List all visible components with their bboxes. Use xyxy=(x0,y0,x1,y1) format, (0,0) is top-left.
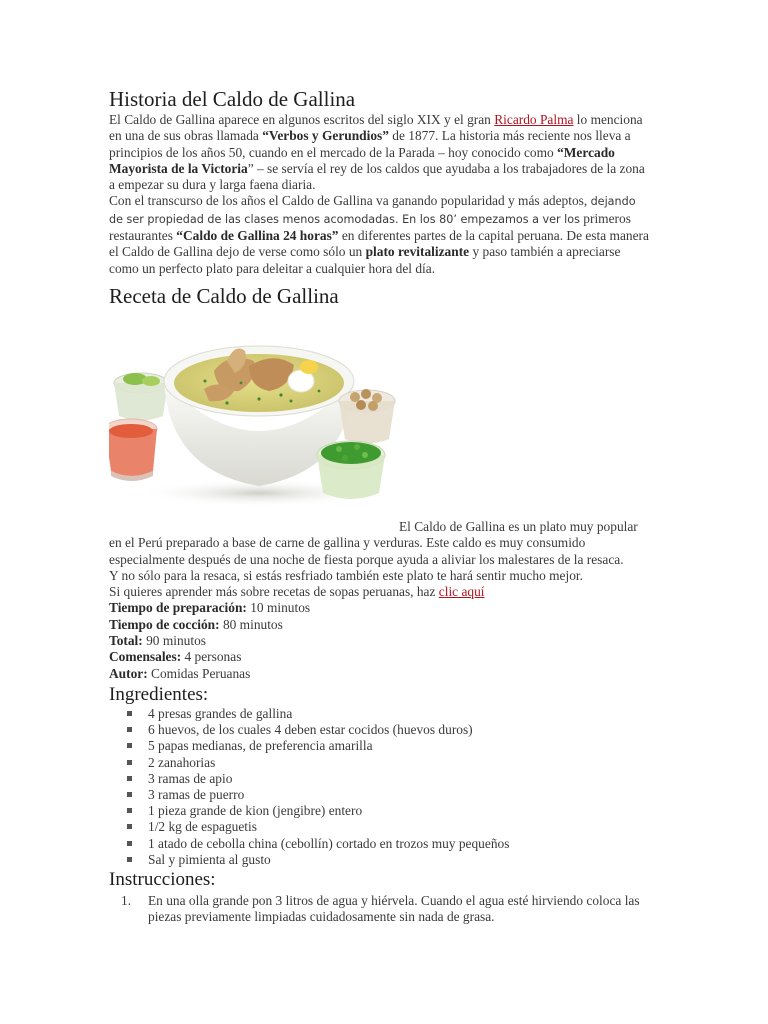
ingredient-text: 5 papas medianas, de preferencia amarilla xyxy=(148,738,373,754)
cebollin-glass xyxy=(317,441,385,499)
history-paragraph-2 xyxy=(109,193,649,276)
instructions-list xyxy=(121,893,649,926)
recipe-intro xyxy=(109,519,649,568)
list-item xyxy=(127,787,649,803)
meta-prep-time xyxy=(109,600,649,616)
square-bullet-icon xyxy=(127,792,132,797)
ingredients-title: Ingredientes: xyxy=(109,683,209,705)
caldo-de-gallina-photo xyxy=(109,321,399,511)
plato-revitalizante-bold: plato revitalizante xyxy=(365,244,470,260)
clic-aqui-link[interactable]: clic aquí xyxy=(438,584,485,600)
meta-cook-time xyxy=(109,617,649,633)
recipe-title: Receta de Caldo de Gallina xyxy=(109,283,339,308)
step-text: En una olla grande pon 3 litros de agua y hiérvela. Cuando el agua esté hirviendo coloca las piezas previamente limpiadas cuidadosamente sin nada de grasa. xyxy=(148,892,640,925)
history-paragraph-1 xyxy=(109,112,649,193)
history-title: Historia del Caldo de Gallina xyxy=(109,87,356,111)
history-p1-text-3: de 1877. La historia más reciente nos lleva a principios de los años 50, cuando en el mercado de la Parada – hoy conocido como xyxy=(109,128,631,160)
list-item xyxy=(127,803,649,819)
more-recipes-paragraph xyxy=(109,584,649,600)
square-bullet-icon xyxy=(127,711,132,716)
meta-value: 90 minutos xyxy=(142,633,206,649)
ingredient-text: 1 pieza grande de kion (jengibre) entero xyxy=(148,803,363,819)
meta-label: Tiempo de cocción: xyxy=(109,616,220,632)
square-bullet-icon xyxy=(127,743,132,748)
photo-row xyxy=(109,317,649,519)
meta-total xyxy=(109,633,649,649)
list-item xyxy=(127,852,649,868)
ingredient-text: 1/2 kg de espaguetis xyxy=(148,819,257,835)
ricardo-palma-link[interactable]: Ricardo Palma xyxy=(494,112,574,127)
list-item xyxy=(127,819,649,835)
cancha-glass xyxy=(339,389,395,444)
history-p1-text-2: lo menciona en una de sus obras llamada xyxy=(109,112,643,144)
more-recipes-text: Si quieres aprender más sobre recetas de sopas peruanas, haz xyxy=(109,584,439,600)
square-bullet-icon xyxy=(127,760,132,765)
verbos-gerundios-bold: “Verbos y Gerundios” xyxy=(262,128,389,144)
ingredient-text: 4 presas grandes de gallina xyxy=(148,705,293,721)
history-p2-text-4: y paso también a apreciarse como un perfecto plato para deleitar a cualquier hora del día. xyxy=(109,244,621,276)
history-p2-text-2: primeros restaurantes xyxy=(109,210,631,244)
recipe-intro-rest: popular en el Perú preparado a base de carne de gallina y verduras. Este caldo es muy consumido especialmente después de una noche de fiesta porque ayuda a aliviar los malestares de la resaca. xyxy=(109,518,638,567)
instructions-title: Instrucciones: xyxy=(109,868,216,890)
ingredients-list xyxy=(127,706,649,868)
list-item xyxy=(127,722,649,738)
list-item xyxy=(127,755,649,771)
square-bullet-icon xyxy=(127,857,132,862)
meta-label: Tiempo de preparación: xyxy=(109,600,247,616)
square-bullet-icon xyxy=(127,776,132,781)
list-item xyxy=(127,738,649,754)
meta-author xyxy=(109,666,649,682)
lime-glass xyxy=(114,373,168,421)
meta-label: Total: xyxy=(109,633,143,649)
caldo-24-horas-bold: “Caldo de Gallina 24 horas” xyxy=(176,228,339,244)
meta-value: Comidas Peruanas xyxy=(147,665,251,681)
meta-servings xyxy=(109,649,649,665)
history-p2-sans-text: dejando de ser propiedad de las clases menos acomodadas. En los 80’ empezamos a ver los xyxy=(109,195,636,226)
ingredient-text: 3 ramas de puerro xyxy=(148,786,245,802)
recipe-intro-first: El Caldo de Gallina es un plato muy xyxy=(399,518,594,534)
ingredient-text: 6 huevos, de los cuales 4 deben estar cocidos (huevos duros) xyxy=(148,722,473,738)
document-page xyxy=(109,86,649,926)
ingredient-text: Sal y pimienta al gusto xyxy=(148,851,271,867)
meta-label: Autor: xyxy=(109,665,148,681)
history-p2-text-1: Con el transcurso de los años el Caldo de Gallina va ganando popularidad y más adeptos, xyxy=(109,193,591,209)
meta-value: 4 personas xyxy=(181,649,242,665)
ingredient-text: 1 atado de cebolla china (cebollín) cortado en trozos muy pequeños xyxy=(148,835,510,851)
history-p2-text-3: en diferentes partes de la capital peruana. De esta manera el Caldo de Gallina dejo de verse como sólo un xyxy=(109,228,649,260)
mercado-mayorista-bold: “Mercado Mayorista de la Victoria xyxy=(109,144,615,176)
ingredient-text: 3 ramas de apio xyxy=(148,770,233,786)
square-bullet-icon xyxy=(127,824,132,829)
resaca-paragraph: Y no sólo para la resaca, si estás resfriado también este plato te hará sentir mucho mejor. xyxy=(109,567,583,583)
history-p1-text-1: El Caldo de Gallina aparece en algunos escritos del siglo XIX y el gran xyxy=(109,112,495,127)
list-item xyxy=(127,706,649,722)
meta-label: Comensales: xyxy=(109,649,182,665)
list-item xyxy=(127,771,649,787)
list-item xyxy=(121,893,649,926)
square-bullet-icon xyxy=(127,727,132,732)
meta-value: 10 minutos xyxy=(246,600,311,616)
recipe-meta xyxy=(109,600,649,681)
square-bullet-icon xyxy=(127,841,132,846)
meta-value: 80 minutos xyxy=(219,616,283,632)
square-bullet-icon xyxy=(127,808,132,813)
step-number: 1. xyxy=(121,892,132,908)
history-p1-text-4: ” – se servía el rey de los caldos que ayudaba a los trabajadores de la zona a empezar su dura y larga faena diaria. xyxy=(109,160,645,193)
aji-sauce-glass xyxy=(109,419,157,481)
ingredient-text: 2 zanahorias xyxy=(148,754,216,770)
list-item xyxy=(127,836,649,852)
